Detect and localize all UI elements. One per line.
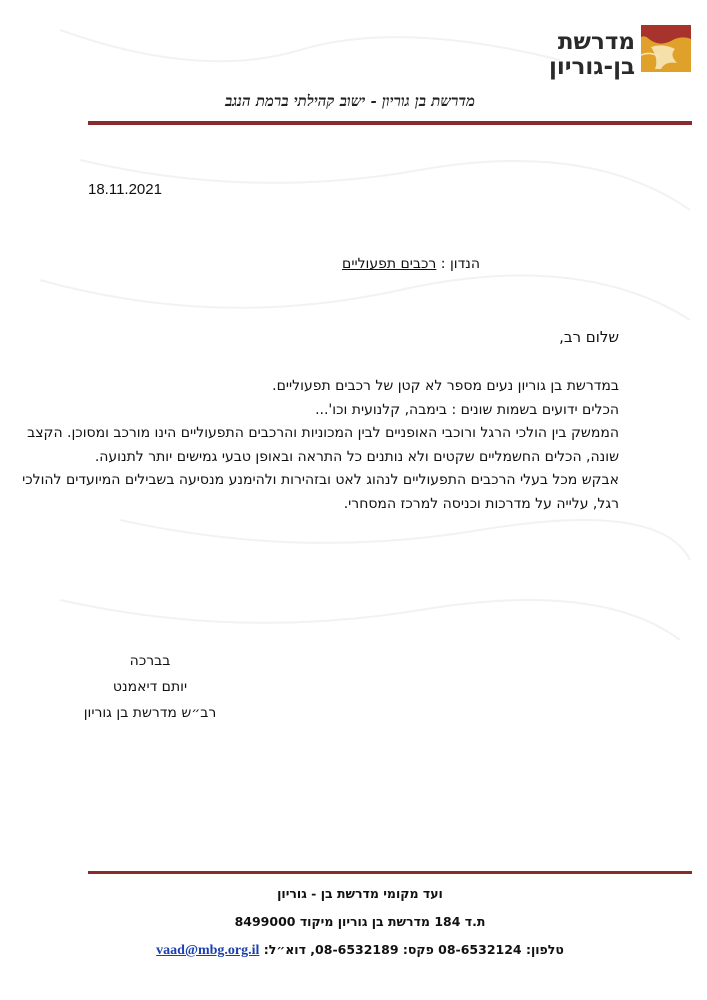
mbg-desert-logo-icon [641,25,691,72]
footer-address: ת.ד 184 מדרשת בן גוריון מיקוד 8499000 [234,914,486,929]
email-link[interactable]: vaad@mbg.org.il [156,943,260,958]
letterhead-subtitle: מדרשת בן גוריון - ישוב קהילתי ברמת הנגב [224,92,475,110]
logo-line-1: מדרשת [557,29,635,55]
letter-date: 18.11.2021 [88,181,162,198]
footer-divider [88,871,692,874]
subject-label: הנדון : [440,256,480,272]
header-divider [88,121,692,125]
body-paragraph: הכלים ידועים בשמות שונים : בימבה, קלנועית וכו'... [315,401,619,418]
closing: בברכה [129,653,171,669]
footer-phones: טלפון: 08-6532124 פקס: 08-6532189, דוא״ל: [263,942,564,957]
body-paragraph: הממשק בין הולכי הרגל ורוכבי האופניים לבין המכוניות והרכבים התפעוליים הינו מורכב ומסוכן. הקצב שונה, הכלים החשמליים שקטים ולא נותנים כל התראה ובאופן טבעי גמישים יותר לתנועה. [27,425,619,465]
footer [150,880,570,964]
body-paragraph: במדרשת בן גוריון נעים מספר לא קטן של רכבים תפעוליים. [272,378,619,394]
footer-contact [150,936,570,964]
signer-name: יותם דיאמנט [112,679,188,695]
body-paragraph: אבקש מכל בעלי הרכבים התפעוליים לנהוג לאט ובזהירות ולהימנע מנסיעה בשבילים המיועדים להולכי רגל, עלייה על מדרכות וכניסה למרכז המסחרי. [22,472,619,512]
logo-wordmark [505,30,635,80]
signature-block [70,648,230,726]
letter-body [0,375,619,516]
greeting: שלום רב, [559,328,619,346]
subject-line [180,256,480,272]
footer-org: ועד מקומי מדרשת בן - גוריון [277,886,443,901]
signer-title: רב״ש מדרשת בן גוריון [83,705,217,721]
subject-value: רכבים תפעוליים [342,256,437,272]
logo-line-2: בן-גוריון [548,54,635,80]
